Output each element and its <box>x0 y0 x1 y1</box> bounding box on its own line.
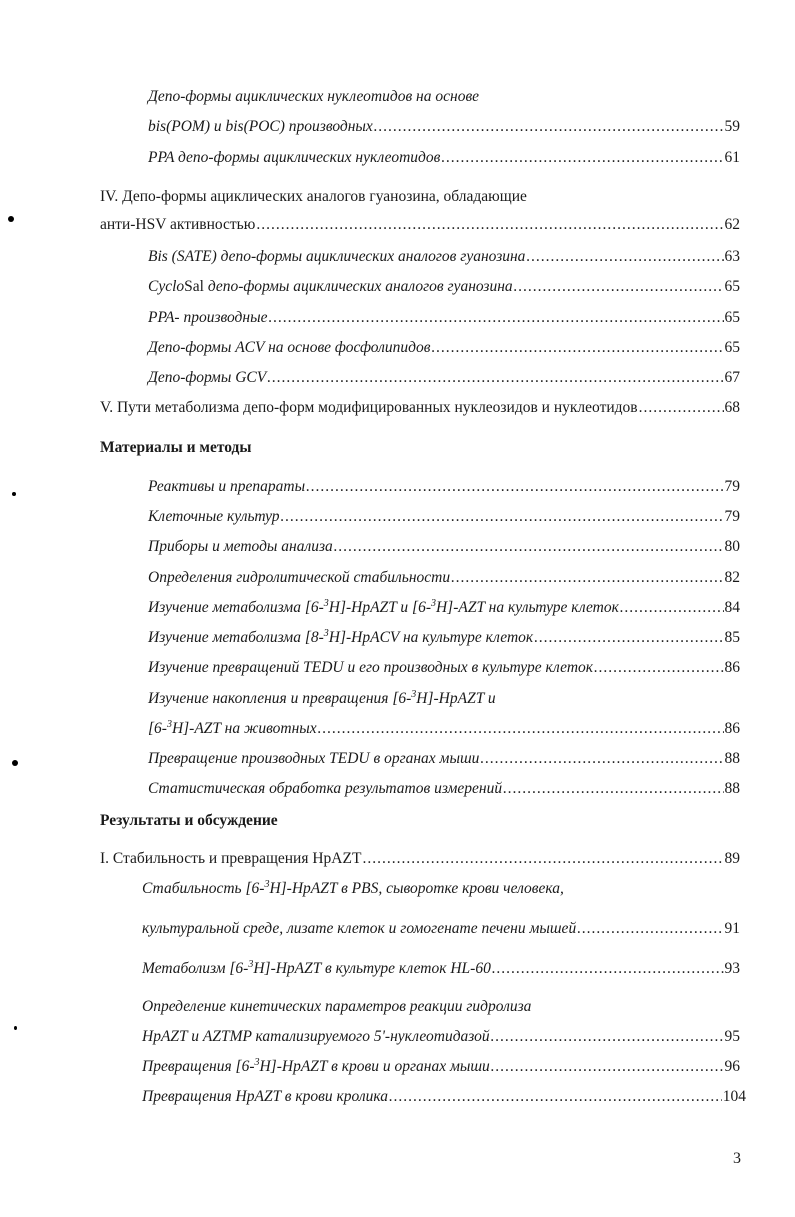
toc-dot-leader <box>306 476 723 498</box>
toc-page-number: 95 <box>724 1028 740 1045</box>
toc-dot-leader <box>256 214 723 236</box>
toc-dot-leader <box>480 748 723 770</box>
toc-dot-leader <box>620 597 724 619</box>
toc-dot-leader <box>334 536 724 558</box>
toc-entry-acv-phospholipid[interactable]: Депо-формы ACV на основе фосфолипидов ..... 65 <box>148 337 740 359</box>
toc-dot-leader <box>514 276 724 298</box>
materials-heading: Материалы и методы <box>100 439 252 456</box>
toc-entry-kinetics-title: Определение кинетических параметров реакции гидролиза <box>142 998 532 1015</box>
toc-page-number: 84 <box>724 599 740 616</box>
toc-entry-stability-pbs[interactable]: культуральной среде, лизате клеток и гомогенате печени мышей ..... 91 <box>142 918 740 940</box>
toc-page-number: 96 <box>724 1058 740 1075</box>
toc-entry-statistics[interactable]: Статистическая обработка результатов измерений ..... 88 <box>148 778 740 800</box>
toc-page-number: 88 <box>724 750 740 767</box>
toc-dot-leader <box>492 958 724 980</box>
toc-page-number: 82 <box>724 569 740 586</box>
toc-dot-leader <box>534 627 723 649</box>
toc-entry-accumulation-title: Изучение накопления и превращения [6-$^3$H]-HpAZT и <box>148 688 496 707</box>
toc-entry-anti-hsv[interactable]: анти-HSV активностью ..... 62 <box>100 214 740 236</box>
toc-entry-mouse-blood[interactable]: Превращения [6-$^3$H]-HpAZT в крови и органах мыши ..... 96 <box>142 1056 740 1078</box>
toc-page-number: 68 <box>724 399 740 416</box>
toc-dot-leader <box>441 147 723 169</box>
toc-entry-bis-sate[interactable]: Bis (SATE) депо-формы ациклических аналогов гуанозина ..... 63 <box>148 246 740 268</box>
toc-dot-leader <box>431 337 723 359</box>
toc-page-number: 59 <box>724 118 740 135</box>
toc-page-number: 80 <box>724 538 740 555</box>
toc-entry-ppa-derivatives[interactable]: PPA- производные ..... 65 <box>148 307 740 329</box>
toc-page-number: 61 <box>724 149 740 166</box>
toc-page-number: 88 <box>724 780 740 797</box>
toc-dot-leader <box>594 657 723 679</box>
toc-entry-gcv[interactable]: Депо-формы GCV ..... 67 <box>148 367 740 389</box>
toc-dot-leader <box>389 1086 722 1108</box>
toc-entry-section-v[interactable]: V. Пути метаболизма депо-форм модифицированных нуклеозидов и нуклеотидов ..... 68 <box>100 397 740 419</box>
toc-dot-leader <box>526 246 723 268</box>
toc-entry-cyclosal[interactable]: CycloSal депо-формы ациклических аналогов гуанозина ..... 65 <box>148 276 740 298</box>
toc-entry-cell-cultures[interactable]: Клеточные культур ..... 79 <box>148 506 740 528</box>
toc-entry-tedu-cells[interactable]: Изучение превращений TEDU и его производных в культуре клеток ..... 86 <box>148 657 740 679</box>
scan-artifact <box>12 492 16 496</box>
toc-entry-metabolism-hpacv[interactable]: Изучение метаболизма [8-$^3$H]-HpACV на культуре клеток ..... 85 <box>148 627 740 649</box>
toc-dot-leader <box>362 848 723 870</box>
toc-page-number: 65 <box>724 339 740 356</box>
scan-artifact <box>14 1026 17 1030</box>
toc-entry-metabolism-hpazt-azt[interactable]: Изучение метаболизма [6-$^3$H]-HpAZT и [6-$^3$H]-AZT на культуре клеток ..... 84 <box>148 597 740 619</box>
toc-entry-hydrolytic-stability[interactable]: Определения гидролитической стабильности ..... 82 <box>148 567 740 589</box>
toc-section-iv-title: IV. Депо-формы ациклических аналогов гуанозина, обладающие <box>100 188 527 205</box>
page-number: 3 <box>733 1150 741 1167</box>
toc-page-number: 62 <box>724 216 740 233</box>
toc-dot-leader <box>267 367 723 389</box>
toc-entry-accumulation-animals[interactable]: [6-$^3$H]-AZT на животных ..... 86 <box>148 718 740 740</box>
toc-entry-ppa-depot[interactable]: PPA депо-формы ациклических нуклеотидов ..... 61 <box>148 147 740 169</box>
toc-page-number: 91 <box>724 920 740 937</box>
toc-dot-leader <box>503 778 723 800</box>
toc-entry-metabolism-hl60[interactable]: Метаболизм [6-$^3$H]-HpAZT в культуре клеток HL-60 ..... 93 <box>142 958 740 980</box>
toc-dot-leader <box>268 307 723 329</box>
toc-page-number: 93 <box>724 960 740 977</box>
toc-page-number: 65 <box>724 278 740 295</box>
toc-page-number: 85 <box>724 629 740 646</box>
toc-dot-leader <box>577 918 723 940</box>
toc-dot-leader <box>318 718 724 740</box>
results-heading: Результаты и обсуждение <box>100 812 278 829</box>
scan-artifact <box>8 216 14 222</box>
toc-page-number: 104 <box>722 1088 746 1105</box>
toc-entry-tedu-mouse[interactable]: Превращение производных TEDU в органах мыши ..... 88 <box>148 748 740 770</box>
toc-dot-leader <box>639 397 724 419</box>
toc-entry-bis-pom[interactable]: bis(POM) и bis(POC) производных ..... 59 <box>148 116 740 138</box>
toc-dot-leader <box>281 506 724 528</box>
toc-entry-rabbit-blood[interactable]: Превращения HpAZT в крови кролика ..... 104 <box>142 1086 746 1108</box>
toc-dot-leader <box>491 1056 724 1078</box>
toc-page-number: 63 <box>724 248 740 265</box>
scan-artifact <box>12 760 18 766</box>
toc-page-number: 67 <box>724 369 740 386</box>
toc-entry-instruments[interactable]: Приборы и методы анализа ..... 80 <box>148 536 740 558</box>
toc-page-number: 79 <box>724 508 740 525</box>
toc-entry-acyclic-depot-title: Депо-формы ациклических нуклеотидов на основе <box>148 88 480 105</box>
toc-dot-leader <box>491 1026 724 1048</box>
toc-page-number: 89 <box>724 850 740 867</box>
toc-entry-reagents[interactable]: Реактивы и препараты ..... 79 <box>148 476 740 498</box>
toc-page-number: 65 <box>724 309 740 326</box>
toc-entry-stability-hpazt[interactable]: I. Стабильность и превращения HpAZT ..... 89 <box>100 848 740 870</box>
toc-page-number: 86 <box>724 659 740 676</box>
toc-page-number: 86 <box>724 720 740 737</box>
toc-entry-kinetics[interactable]: HpAZT и AZTMP катализируемого 5'-нуклеотидазой ..... 95 <box>142 1026 740 1048</box>
toc-page-number: 79 <box>724 478 740 495</box>
toc-entry-stability-pbs-title: Стабильность [6-$^3$H]-HpAZT в PBS, сыворотке крови человека, <box>142 878 564 897</box>
toc-dot-leader <box>451 567 723 589</box>
toc-dot-leader <box>374 116 724 138</box>
